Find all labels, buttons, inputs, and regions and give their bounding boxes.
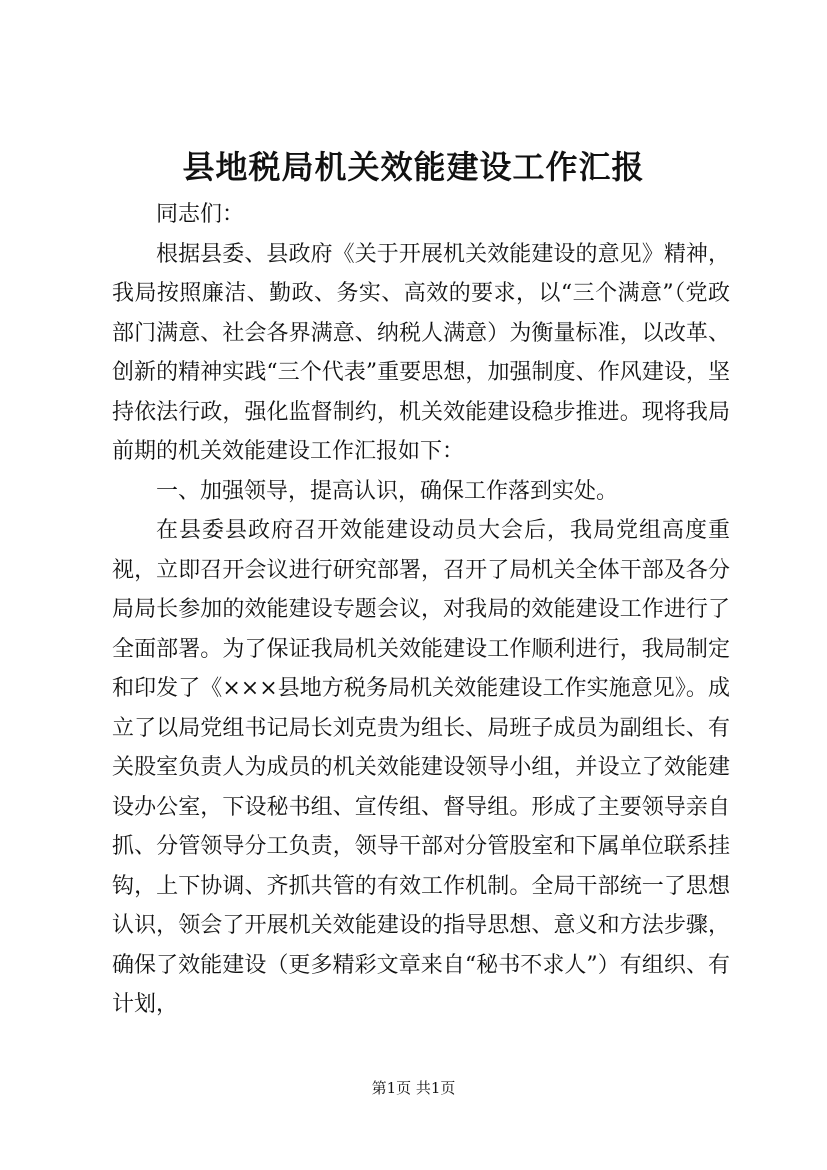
section-body-paragraph: 在县委县政府召开效能建设动员大会后，我局党组高度重视，立即召开会议进行研究部署，召开了局机关全体干部及各分局局长参加的效能建设专题会议，对我局的效能建设工作进行了全面部署。为了保证我局机关效能建设工作顺利进行，我局制定和印发了《×××县地方税务局机关效能建设工作实施意见》。成立了以局党组书记局长刘克贵为组长、局班子成员为副组长、有关股室负责人为成员的机关效能建设领导小组，并设立了效能建设办公室，下设秘书组、宣传组、督导组。形成了主要领导亲自抓、分管领导分工负责，领导干部对分管股室和下属单位联系挂钩，上下协调、齐抓共管的有效工作机制。全局干部统一了思想认识，领会了开展机关效能建设的指导思想、意义和方法步骤，确保了效能建设（更多精彩文章来自“秘书不求人”）有组织、有计划， [112,518,730,1017]
page-footer: 第1页 共1页 [371,1079,456,1097]
section-heading-paragraph: 一、加强领导，提高认识，确保工作落到实处。 [156,478,619,504]
document-title: 县地税局机关效能建设工作汇报 [182,148,645,186]
salutation-paragraph: 同志们： [156,202,245,227]
intro-paragraph: 根据县委、县政府《关于开展机关效能建设的意见》精神，我局按照廉洁、勤政、务实、高效的要求，以“三个满意”（党政部门满意、社会各界满意、纳税人满意）为衡量标准，以改革、创新的精神实践“三个代表”重要思想，加强制度、作风建设，坚持依法行政，强化监督制约，机关效能建设稳步推进。现将我局前期的机关效能建设工作汇报如下： [112,241,730,464]
document-body [112,195,730,1025]
